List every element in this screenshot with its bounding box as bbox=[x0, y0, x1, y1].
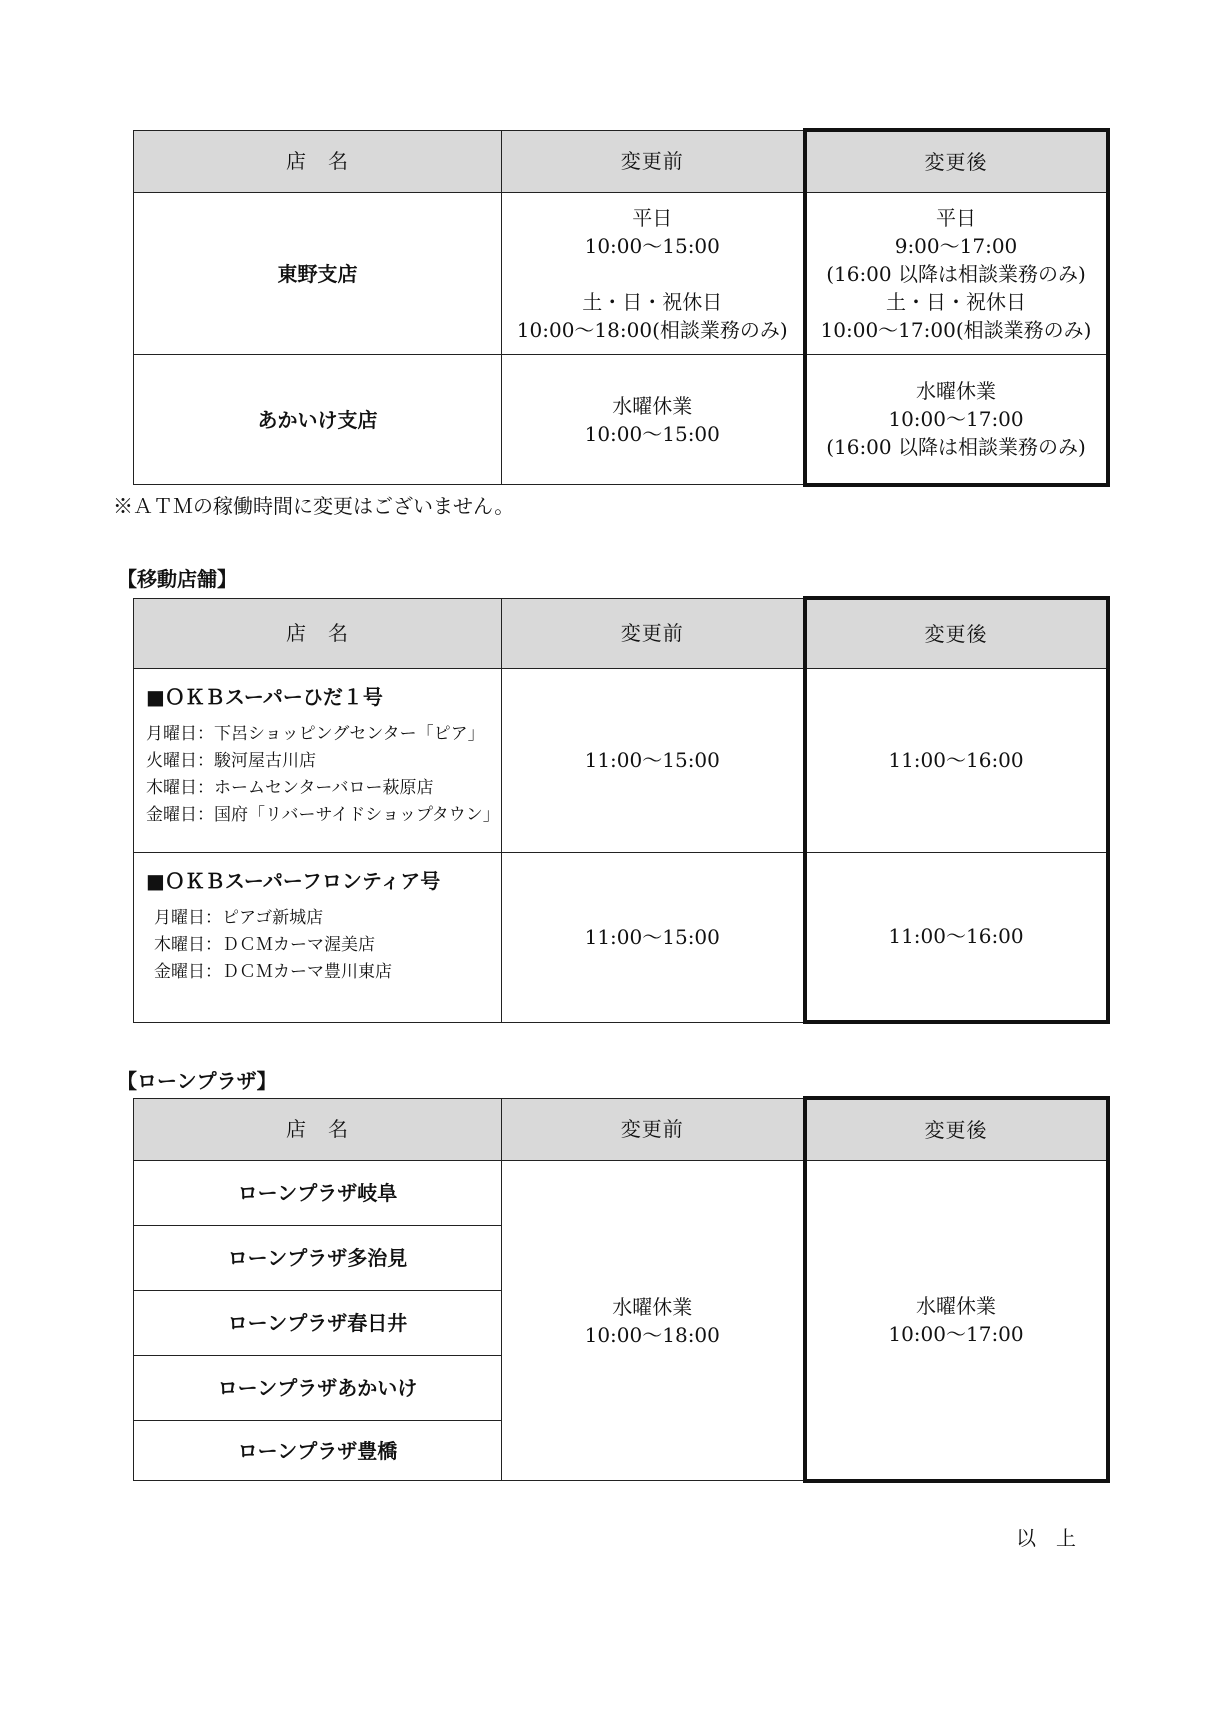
branch-name: あかいけ支店 bbox=[134, 355, 502, 485]
hours-line: 9:00～17:00 bbox=[894, 233, 1018, 258]
mobile-section-title: 【移動店舗】 bbox=[117, 567, 237, 591]
column-header-name: 店 名 bbox=[134, 598, 502, 668]
hours-line: 平日 bbox=[936, 205, 976, 230]
mobile-stop: 木曜日：ＤＣＭカーマ渥美店 bbox=[154, 934, 375, 955]
hours-line: 10:00～17:00 bbox=[888, 406, 1024, 431]
loan-hours-after bbox=[805, 1161, 1108, 1481]
hours-line: 10:00～15:00 bbox=[584, 233, 720, 258]
column-header-name: 店 名 bbox=[134, 130, 502, 193]
hours-line: 水曜休業 bbox=[916, 378, 996, 403]
branch-hours-after bbox=[805, 193, 1108, 355]
hours-line: (16:00 以降は相談業務のみ) bbox=[826, 261, 1086, 286]
mobile-stop: 木曜日：ホームセンターバロー萩原店 bbox=[146, 777, 434, 798]
loan-plaza-name: ローンプラザあかいけ bbox=[134, 1356, 502, 1421]
branch-hours-before bbox=[502, 355, 805, 485]
branch-hours-after bbox=[805, 355, 1108, 485]
column-header-after: 変更後 bbox=[805, 598, 1108, 668]
mobile-stop: 火曜日：駿河屋古川店 bbox=[146, 750, 316, 771]
hours-line: 水曜休業 bbox=[916, 1293, 996, 1318]
mobile-hours-after: 11:00～16:00 bbox=[805, 852, 1108, 1022]
mobile-stop: 月曜日：下呂ショッピングセンター「ピア」 bbox=[146, 723, 485, 744]
mobile-stop: 月曜日：ピアゴ新城店 bbox=[154, 907, 324, 928]
mobile-stop: 金曜日：国府「リバーサイドショップタウン」 bbox=[146, 804, 500, 825]
branch-hours-table bbox=[133, 128, 1110, 487]
loan-plaza-name: ローンプラザ岐阜 bbox=[134, 1161, 502, 1226]
hours-line: 10:00～15:00 bbox=[584, 421, 720, 446]
loan-plaza-table bbox=[133, 1096, 1110, 1483]
column-header-after: 変更後 bbox=[805, 130, 1108, 193]
hours-line: 平日 bbox=[632, 205, 673, 230]
column-header-before: 変更前 bbox=[502, 130, 805, 193]
mobile-hours-before: 11:00～15:00 bbox=[502, 852, 805, 1022]
column-header-after: 変更後 bbox=[805, 1098, 1108, 1161]
loan-hours-before bbox=[502, 1161, 805, 1481]
hours-gap bbox=[502, 260, 803, 288]
hours-line: 10:00～18:00(相談業務のみ) bbox=[516, 317, 788, 342]
mobile-hours-before: 11:00～15:00 bbox=[502, 668, 805, 852]
hours-line: 10:00～17:00 bbox=[888, 1321, 1024, 1346]
hours-line: 10:00～18:00 bbox=[584, 1322, 720, 1347]
mobile-hours-after: 11:00～16:00 bbox=[805, 668, 1108, 852]
column-header-before: 変更前 bbox=[502, 598, 805, 668]
mobile-branch-info bbox=[134, 668, 502, 852]
mobile-branch-name: ■ＯＫＢスーパーひだ１号 bbox=[146, 684, 383, 709]
branch-name: 東野支店 bbox=[134, 193, 502, 355]
closing-mark: 以 上 bbox=[1016, 1526, 1076, 1550]
mobile-branch-name: ■ＯＫＢスーパーフロンティア号 bbox=[146, 868, 441, 893]
hours-line: (16:00 以降は相談業務のみ) bbox=[826, 434, 1086, 459]
column-header-name: 店 名 bbox=[134, 1098, 502, 1161]
mobile-branch-info bbox=[134, 852, 502, 1022]
column-header-before: 変更前 bbox=[502, 1098, 805, 1161]
loan-plaza-name: ローンプラザ多治見 bbox=[134, 1226, 502, 1291]
mobile-branch-table bbox=[133, 596, 1110, 1024]
atm-note: ※ＡＴＭの稼働時間に変更はございません。 bbox=[113, 494, 515, 518]
loan-plaza-name: ローンプラザ春日井 bbox=[134, 1291, 502, 1356]
branch-hours-before bbox=[502, 193, 805, 355]
hours-line: 水曜休業 bbox=[612, 1294, 693, 1319]
hours-line: 10:00～17:00(相談業務のみ) bbox=[820, 317, 1092, 342]
loan-section-title: 【ローンプラザ】 bbox=[117, 1069, 277, 1093]
loan-plaza-name: ローンプラザ豊橋 bbox=[134, 1421, 502, 1481]
mobile-stop: 金曜日：ＤＣＭカーマ豊川東店 bbox=[154, 961, 392, 982]
hours-line: 水曜休業 bbox=[612, 393, 693, 418]
hours-line: 土・日・祝休日 bbox=[886, 289, 1026, 314]
hours-line: 土・日・祝休日 bbox=[582, 289, 723, 314]
